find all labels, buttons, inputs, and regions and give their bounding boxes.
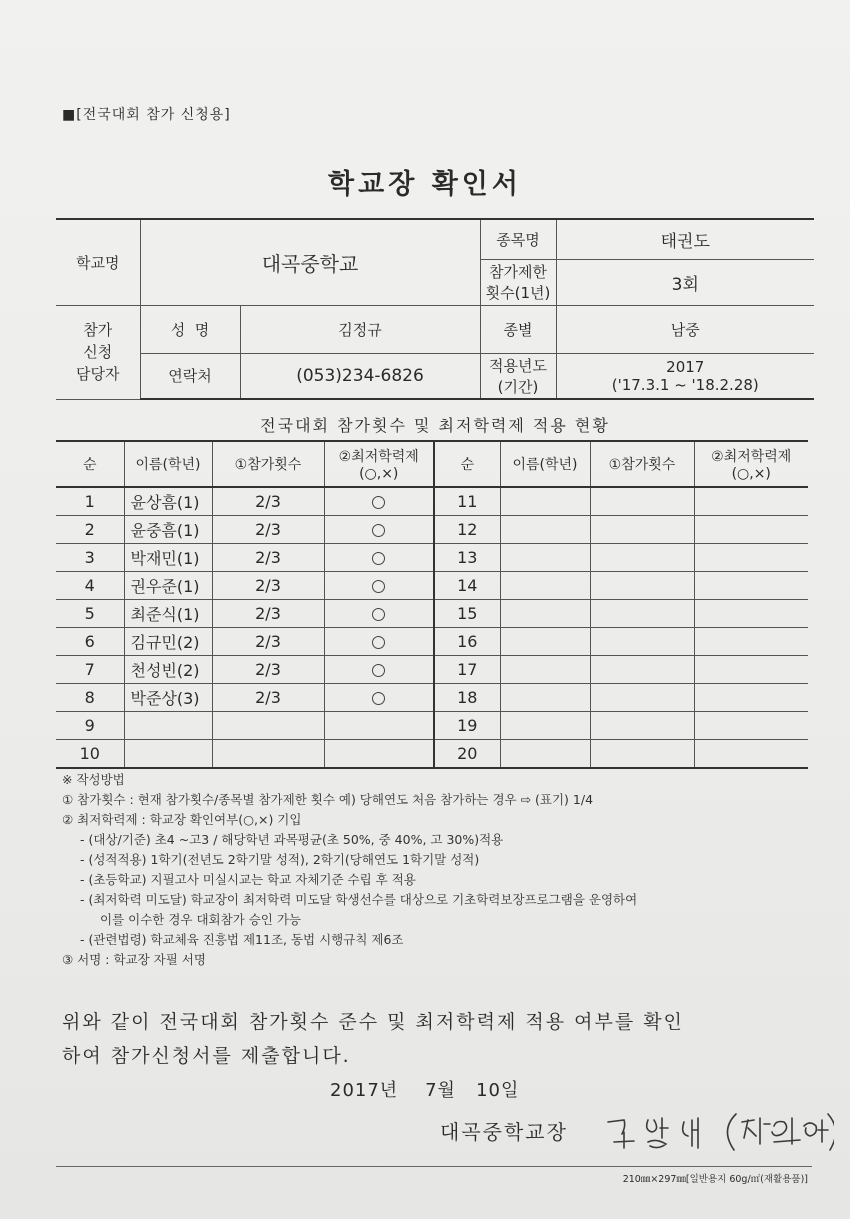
instruction-2e: - (관련법령) 학교체육 진흥법 제11조, 동법 시행규칙 제6조 bbox=[80, 932, 404, 947]
row-name bbox=[124, 712, 212, 740]
confirmation-line-1: 위와 같이 전국대회 참가횟수 준수 및 최저학력제 적용 여부를 확인 bbox=[62, 1011, 684, 1033]
row-name: 천성빈(2) bbox=[124, 656, 212, 684]
contact-phone-value: (053)234-6826 bbox=[240, 353, 480, 399]
limit-label bbox=[480, 259, 556, 305]
row-name: 윤상흠(1) bbox=[124, 487, 212, 516]
row-name-2 bbox=[500, 740, 590, 769]
row-no-2: 16 bbox=[434, 628, 500, 656]
row-name-2 bbox=[500, 572, 590, 600]
row-no-2: 17 bbox=[434, 656, 500, 684]
contact-group-line1: 참가 bbox=[83, 321, 113, 339]
row-name-2 bbox=[500, 628, 590, 656]
row-min-check bbox=[324, 628, 434, 656]
instruction-2a: - (대상/기준) 초4 ~고3 / 해당학년 과목평균(초 50%, 중 40%, 고 30%)적용 bbox=[80, 832, 504, 847]
header-min-line1: ②최저학력제 bbox=[338, 449, 419, 465]
participant-row bbox=[56, 712, 808, 740]
row-count bbox=[212, 740, 324, 769]
confirmation-statement bbox=[62, 1005, 822, 1073]
limit-value: 3회 bbox=[556, 259, 814, 305]
check-circle-mark bbox=[372, 664, 385, 677]
confirmation-line-2: 하여 참가신청서를 제출합니다. bbox=[62, 1045, 351, 1067]
participant-row bbox=[56, 487, 808, 516]
contact-group-label bbox=[56, 305, 140, 399]
check-circle-mark bbox=[372, 580, 385, 593]
header-min-line2: (○,×) bbox=[359, 466, 399, 482]
row-min-check-2 bbox=[694, 516, 808, 544]
row-count-2 bbox=[590, 740, 694, 769]
row-min-check-2 bbox=[694, 600, 808, 628]
instruction-2: ② 최저학력제 : 학교장 확인여부(○,×) 기입 bbox=[62, 812, 302, 827]
row-count: 2/3 bbox=[212, 544, 324, 572]
limit-label-line1: 참가제한 bbox=[489, 263, 547, 281]
participant-row bbox=[56, 572, 808, 600]
row-min-check-2 bbox=[694, 572, 808, 600]
row-no-2: 13 bbox=[434, 544, 500, 572]
participant-row bbox=[56, 600, 808, 628]
row-no: 7 bbox=[56, 656, 124, 684]
contact-group-line2: 신청 bbox=[83, 343, 113, 361]
year-label bbox=[480, 353, 556, 399]
row-min-check bbox=[324, 684, 434, 712]
form-type-tag: ■[전국대회 참가 신청용] bbox=[62, 107, 231, 123]
year-label-line2: (기간) bbox=[497, 377, 539, 396]
header-count-2: ①참가횟수 bbox=[590, 441, 694, 487]
instruction-2d: - (최저학력 미도달) 학교장이 최저학력 미도달 학생선수를 대상으로 기초학력보장프로그램을 운영하여 bbox=[80, 892, 638, 907]
row-min-check-2 bbox=[694, 656, 808, 684]
row-count-2 bbox=[590, 656, 694, 684]
contact-name-value: 김정규 bbox=[240, 305, 480, 353]
submission-date: 2017년 7월 10일 bbox=[330, 1080, 520, 1101]
school-name-value: 대곡중학교 bbox=[140, 219, 480, 305]
row-no: 2 bbox=[56, 516, 124, 544]
row-no-2: 14 bbox=[434, 572, 500, 600]
row-min-check-2 bbox=[694, 487, 808, 516]
principal-title: 대곡중학교장 bbox=[440, 1120, 568, 1144]
row-count: 2/3 bbox=[212, 656, 324, 684]
row-no: 6 bbox=[56, 628, 124, 656]
instructions-title: ※ 작성방법 bbox=[62, 772, 125, 787]
header-name-2: 이름(학년) bbox=[500, 441, 590, 487]
row-no-2: 20 bbox=[434, 740, 500, 769]
row-count bbox=[212, 712, 324, 740]
row-no: 5 bbox=[56, 600, 124, 628]
header-min2-line2: (○,×) bbox=[731, 466, 771, 482]
paper-spec: 210㎜×297㎜[일반용지 60g/㎡(재활용품)] bbox=[622, 1174, 808, 1185]
header-min bbox=[324, 441, 434, 487]
row-name-2 bbox=[500, 544, 590, 572]
row-count-2 bbox=[590, 600, 694, 628]
row-min-check bbox=[324, 656, 434, 684]
row-name-2 bbox=[500, 656, 590, 684]
row-no: 8 bbox=[56, 684, 124, 712]
row-min-check-2 bbox=[694, 740, 808, 769]
row-min-check bbox=[324, 600, 434, 628]
participation-section-title: 전국대회 참가횟수 및 최저학력제 적용 현황 bbox=[260, 416, 610, 435]
row-count-2 bbox=[590, 684, 694, 712]
contact-name-label: 성 명 bbox=[140, 305, 240, 353]
row-name-2 bbox=[500, 684, 590, 712]
row-no-2: 18 bbox=[434, 684, 500, 712]
contact-group-line3: 담당자 bbox=[76, 365, 120, 383]
row-name-2 bbox=[500, 600, 590, 628]
row-no: 4 bbox=[56, 572, 124, 600]
header-no-2: 순 bbox=[434, 441, 500, 487]
row-count-2 bbox=[590, 572, 694, 600]
row-name-2 bbox=[500, 712, 590, 740]
check-circle-mark bbox=[372, 692, 385, 705]
row-min-check bbox=[324, 544, 434, 572]
row-min-check-2 bbox=[694, 712, 808, 740]
participant-row bbox=[56, 684, 808, 712]
category-label: 종별 bbox=[480, 305, 556, 353]
row-count: 2/3 bbox=[212, 516, 324, 544]
row-min-check bbox=[324, 572, 434, 600]
year-value-line2: ('17.3.1 ~ '18.2.28) bbox=[611, 375, 759, 394]
row-count: 2/3 bbox=[212, 572, 324, 600]
row-min-check bbox=[324, 487, 434, 516]
check-circle-mark bbox=[372, 552, 385, 565]
row-count: 2/3 bbox=[212, 684, 324, 712]
handwritten-signature bbox=[604, 1108, 834, 1154]
participant-row bbox=[56, 516, 808, 544]
row-count: 2/3 bbox=[212, 628, 324, 656]
header-no: 순 bbox=[56, 441, 124, 487]
row-count-2 bbox=[590, 544, 694, 572]
sport-value: 태권도 bbox=[556, 219, 814, 259]
footer-divider bbox=[56, 1166, 812, 1167]
check-circle-mark bbox=[372, 608, 385, 621]
check-circle-mark bbox=[372, 524, 385, 537]
participant-row bbox=[56, 628, 808, 656]
participation-header-row bbox=[56, 441, 808, 487]
row-min-check bbox=[324, 516, 434, 544]
row-name bbox=[124, 740, 212, 769]
school-info-table bbox=[56, 218, 814, 400]
row-min-check-2 bbox=[694, 684, 808, 712]
school-name-label: 학교명 bbox=[56, 219, 140, 305]
row-name: 박재민(1) bbox=[124, 544, 212, 572]
row-min-check bbox=[324, 712, 434, 740]
row-name: 권우준(1) bbox=[124, 572, 212, 600]
check-circle-mark bbox=[372, 496, 385, 509]
header-count: ①참가횟수 bbox=[212, 441, 324, 487]
check-circle-mark bbox=[372, 636, 385, 649]
row-name-2 bbox=[500, 487, 590, 516]
row-name: 박준상(3) bbox=[124, 684, 212, 712]
row-no: 9 bbox=[56, 712, 124, 740]
row-no: 1 bbox=[56, 487, 124, 516]
row-count-2 bbox=[590, 628, 694, 656]
row-min-check-2 bbox=[694, 628, 808, 656]
header-min2-line1: ②최저학력제 bbox=[711, 449, 792, 465]
row-no-2: 19 bbox=[434, 712, 500, 740]
instructions bbox=[62, 770, 822, 970]
row-min-check bbox=[324, 740, 434, 769]
row-count-2 bbox=[590, 712, 694, 740]
year-value-line1: 2017 bbox=[666, 357, 705, 376]
row-no: 3 bbox=[56, 544, 124, 572]
row-name-2 bbox=[500, 516, 590, 544]
instruction-3: ③ 서명 : 학교장 자필 서명 bbox=[62, 952, 206, 967]
limit-label-line2: 횟수(1년) bbox=[485, 284, 551, 302]
year-label-line1: 적용년도 bbox=[489, 356, 547, 375]
row-min-check-2 bbox=[694, 544, 808, 572]
row-no-2: 11 bbox=[434, 487, 500, 516]
document-title: 학교장 확인서 bbox=[328, 169, 522, 200]
row-no-2: 12 bbox=[434, 516, 500, 544]
row-count-2 bbox=[590, 516, 694, 544]
instruction-2d-cont: 이를 이수한 경우 대회참가 승인 가능 bbox=[100, 912, 301, 927]
year-value bbox=[556, 353, 814, 399]
row-name: 김규민(2) bbox=[124, 628, 212, 656]
instruction-2b: - (성적적용) 1학기(전년도 2학기말 성적), 2학기(당해연도 1학기말 성적) bbox=[80, 852, 480, 867]
participant-row bbox=[56, 740, 808, 769]
header-name: 이름(학년) bbox=[124, 441, 212, 487]
instruction-2c: - (초등학교) 지필고사 미실시교는 학교 자체기준 수립 후 적용 bbox=[80, 872, 416, 887]
row-name: 최준식(1) bbox=[124, 600, 212, 628]
row-count: 2/3 bbox=[212, 600, 324, 628]
sport-label: 종목명 bbox=[480, 219, 556, 259]
contact-phone-label: 연락처 bbox=[140, 353, 240, 399]
participant-row bbox=[56, 656, 808, 684]
category-value: 남중 bbox=[556, 305, 814, 353]
row-count-2 bbox=[590, 487, 694, 516]
row-no: 10 bbox=[56, 740, 124, 769]
participant-row bbox=[56, 544, 808, 572]
row-name: 윤중흠(1) bbox=[124, 516, 212, 544]
row-no-2: 15 bbox=[434, 600, 500, 628]
row-count: 2/3 bbox=[212, 487, 324, 516]
participation-table bbox=[56, 440, 808, 769]
header-min-2 bbox=[694, 441, 808, 487]
instruction-1: ① 참가횟수 : 현재 참가횟수/종목별 참가제한 횟수 예) 당해연도 처음 참가하는 경우 ⇨ (표기) 1/4 bbox=[62, 792, 594, 807]
